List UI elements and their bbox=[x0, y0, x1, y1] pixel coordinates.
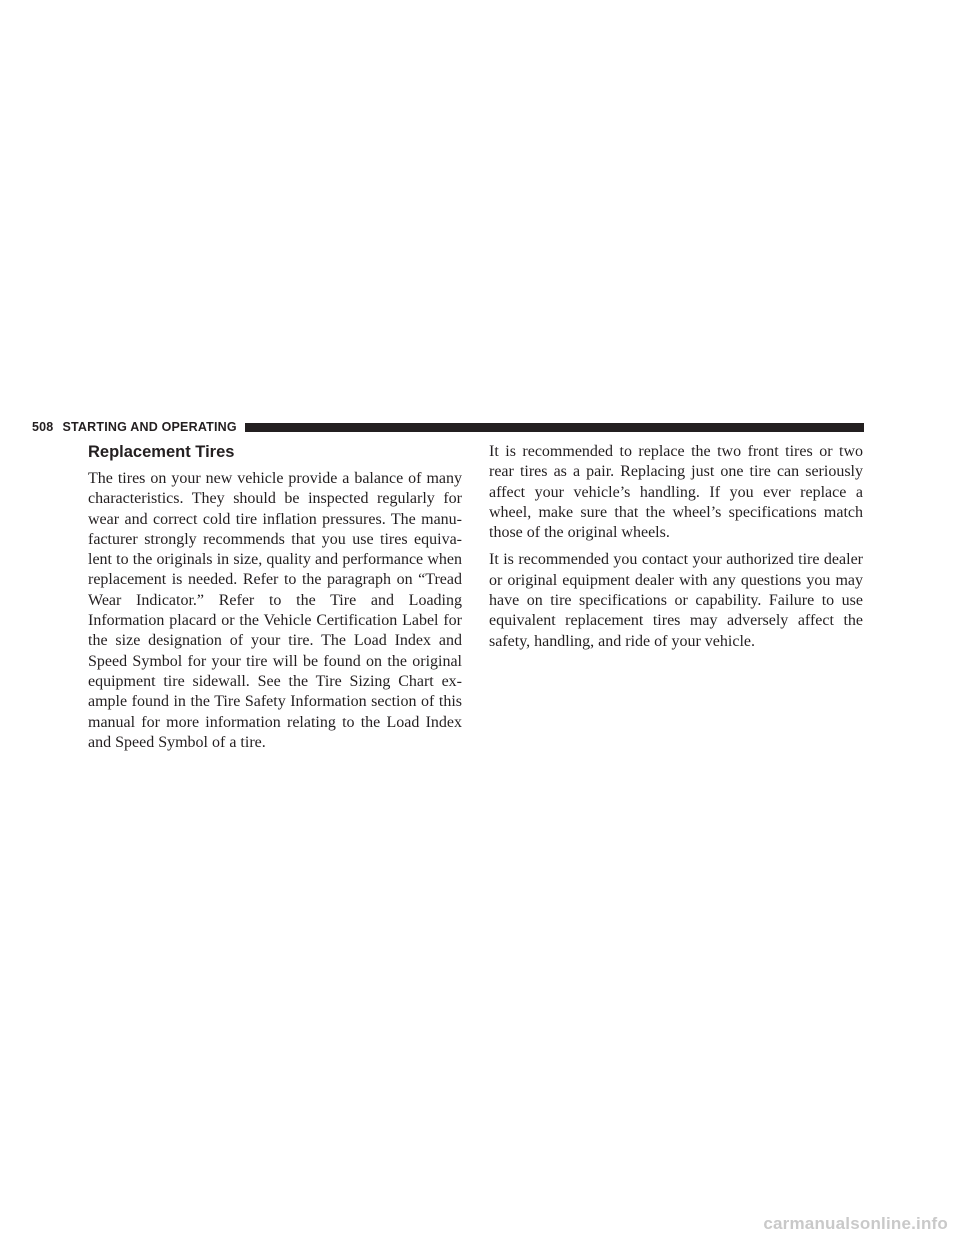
body-paragraph: It is recommended to replace the two front tires or two rear tires as a pair. Replacing just one tire can seriously affect your vehicle’s handling. If you ever replace a wheel, make sure that the wheel’s specifications match those of the original wheels. bbox=[489, 443, 863, 542]
body-paragraph: The tires on your new vehicle provide a balance of many characteristics. They should be inspected regularly for wear and correct cold tire inflation pressures. The manufacturer strongly recommends that you use tires equivalent to the originals in size, quality and performance when replacement is needed. Refer to the paragraph on “Tread Wear Indicator.” Refer to the Tire and Loading Information placard or the Vehicle Certification Label for the size designation of your tire. The Load Index and Speed Symbol for your tire will be found on the original equipment tire sidewall. See the Tire Sizing Chart example found in the Tire Safety Information section of this manual for more information relating to the Load Index and Speed Symbol of a tire. bbox=[88, 470, 462, 751]
header-rule bbox=[245, 423, 864, 432]
right-column bbox=[489, 442, 863, 659]
page-number: 508 bbox=[32, 420, 54, 434]
running-header bbox=[32, 419, 864, 435]
watermark-text: carmanualsonline.info bbox=[763, 1214, 948, 1233]
left-column bbox=[88, 442, 462, 760]
section-title: STARTING AND OPERATING bbox=[62, 420, 237, 434]
section-heading: Replacement Tires bbox=[88, 443, 235, 461]
body-paragraph: It is recommended you contact your authorized tire dealer or original equipment dealer with any questions you may have on tire specifications or capability. Failure to use equivalent replacement tires may adversely affect the safety, handling, and ride of your vehicle. bbox=[489, 551, 863, 650]
